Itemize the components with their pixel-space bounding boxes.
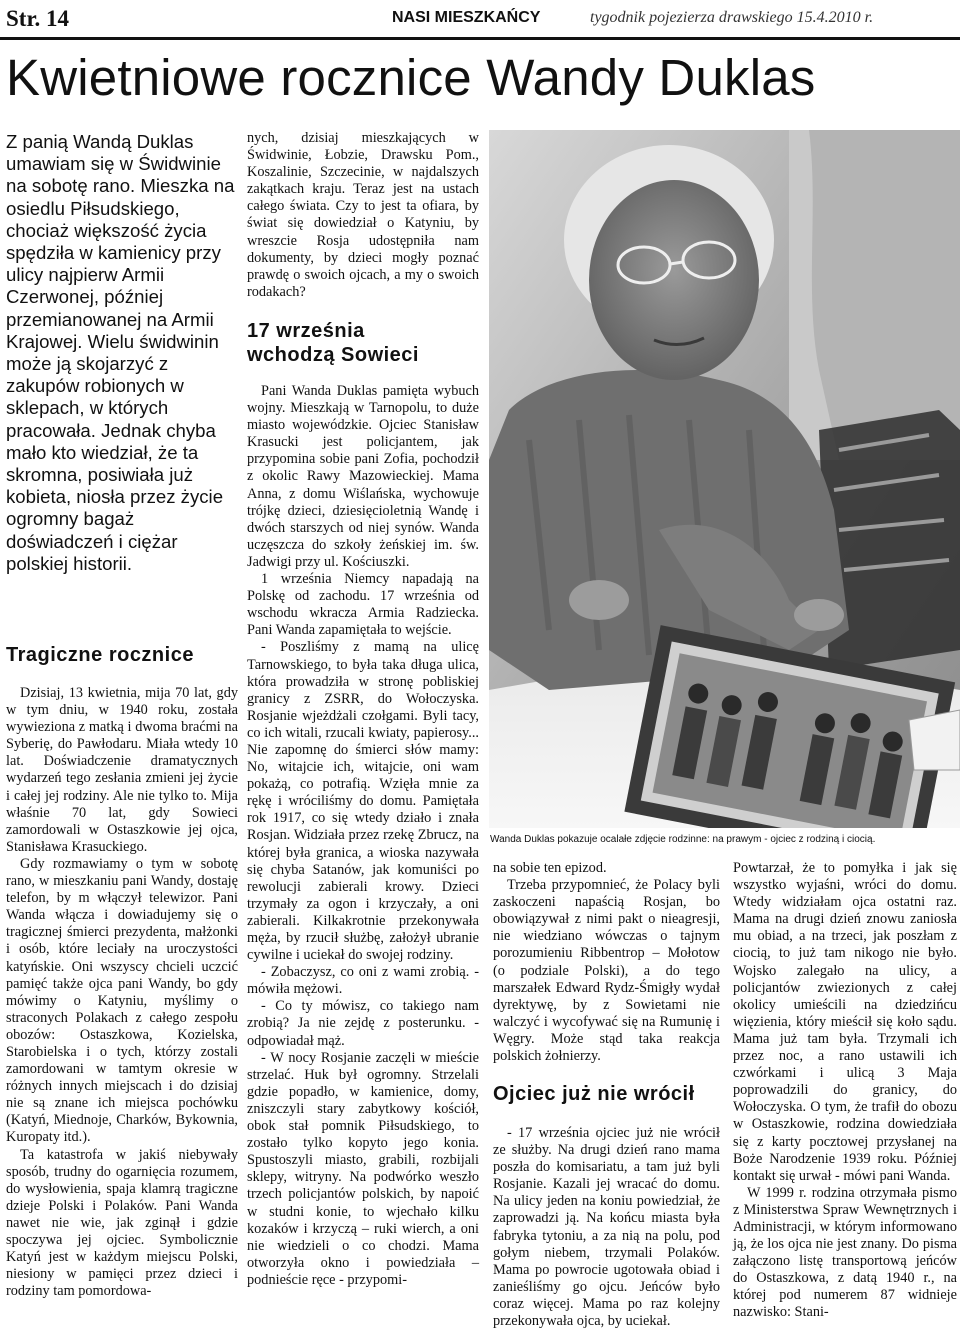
subheading-line: 17 września — [247, 320, 365, 342]
column-1-body — [6, 685, 238, 1300]
paragraph: W 1999 r. rodzina otrzymała pismo z Ministerstwa Spraw Wewnętrznych i Administracji, w którym informowano ją, że los ojca nie jest znany. Do pisma załączono listę transportową jeńców do Ostaszkowa, z datą 1940 r., na której pod numerem 87 widnieje nazwisko: Stani- — [733, 1184, 957, 1321]
subheading-line: wchodzą Sowieci — [247, 344, 419, 366]
lead-paragraph: Z panią Wandą Duklas umawiam się w Świdwinie na sobotę rano. Mieszka na osiedlu Piłsudskiego, chociaż większość życia spędziła w kamienicy przy ulicy najpierw Armii Czerwonej, później przemianowanej na Armii Krajowej. Wielu świdwinin może ją skojarzyć z zakupów robionych w sklepach, w których pracowała. Jednak chyba mało kto wiedział, że ta skromna, posiwiała już kobieta, niosła przez życie ogromny bagaż doświadczeń i ciężar polskiej historii. — [6, 131, 235, 574]
paragraph: - Zobaczysz, co oni z wami zrobią. - mówiła mężowi. — [247, 964, 479, 998]
page-number: Str. 14 — [6, 6, 70, 31]
paragraph: - 17 września ojciec już nie wrócił ze służby. Na drugi dzień rano mama poszła do komisariatu, a tam już byli Rosjanie. Kazali jej wracać do domu. Na ulicy jeden na koniu powiedział, że zaprowadzi ją. Na końcu miasta była fabryka tytoniu, a za nią na polu, pod gołym niebem, trzymali Polaków. Mama po powrocie ugotowała obiad i zanieśliśmy go ojcu. Jeńców było coraz więcej. Mama po raz kolejny przekonywała ojca, by uciekał. — [493, 1125, 720, 1330]
article-title: Kwietniowe rocznice Wandy Duklas — [6, 49, 816, 106]
paragraph: 1 września Niemcy napadają na Polskę od zachodu. 17 września od wschodu wkracza Armia Radziecka. Pani Wanda zapamiętała to wejście. — [247, 571, 479, 639]
paragraph: - Poszliśmy z mamą na ulicę Tarnowskiego, to była taka długa ulica, która prowadziła w stronę pobliskiej granicy z ZSRR, do Wołoczyska. Rosjanie wjeżdżali czołgami. Byli tacy, co ich witali, rzucali kwiaty, papierosy... Nie zapomnę do śmierci słów mamy: No, witajcie ich, witajcie, oni wam pokażą, co potrafią. Wzięła mnie za rękę i wróciliśmy do domu. Pamiętała rok 1917, co się wtedy działo i znała Rosjan. Widziała przez rzekę Zbrucz, na której była granica, a wioska nazywała się chyba Satanów, jak komuniści po rewolucji zabierali krowy. Dzieci trzymały za ogon i krzyczały, a oni zabierali. Kilkakrotnie przekonywała męża, by rzucił służbę, założył ubranie cywilne i uciekał do swojej rodziny. — [247, 639, 479, 964]
paragraph: Pani Wanda Duklas pamięta wybuch wojny. Mieszkają w Tarnopolu, to duże miasto wojewódzkie. Ojciec Stanisław Krasucki jest policjantem, jak przypomina sobie pani Zofia, pochodził z okolic Rawy Mazowieckiej. Mama Anna, z domu Wiślańska, wychowuje trójkę dzieci, dziesięcioletnią Wandę i dwóch starszych od niej synów. Wanda uczęszcza do szkoły żeńskiej im. św. Jadwigi przy ul. Kościuszki. — [247, 383, 479, 570]
header-rule — [0, 37, 960, 40]
paragraph: Dzisiaj, 13 kwietnia, mija 70 lat, gdy w tym dniu, w 1940 roku, została wywieziona z matką i dwoma braćmi na Syberię, do Pawłodaru. Miała wtedy 10 lat. Doświadczenie dramatycznych wydarzeń tego zesłania zmieni jej życie i całej jej rodziny. Ale nie tylko to. Mija właśnie 70 lat, gdy Sowieci zamordowali w Ostaszkowie jej ojca, Stanisława Krasuckiego. — [6, 685, 238, 855]
article-photo — [489, 130, 960, 828]
paragraph: Ta katastrofa w jakiś niebywały sposób, trudny do ogarnięcia rozumem, do wysłowienia, spaja klamrą tragiczne dzieje Polski i Polaków. Pani Wanda nawet nie wie, jak zginął i gdzie spoczywa jej ojciec. Symbolicznie Katyń jest w każdym miejscu Polski, niesiony w pamięci przez dzieci i rodziny tam pomordowa- — [6, 1146, 238, 1300]
paragraph: - Co ty mówisz, co takiego nam zrobią? Ja nie zejdę z posterunku. - odpowiadał mąż. — [247, 998, 479, 1049]
publication-name: tygodnik pojezierza drawskiego 15.4.2010 r. — [590, 9, 874, 26]
photo-illustration — [489, 130, 960, 828]
column-2-body — [247, 383, 479, 1289]
column-3-top — [493, 860, 720, 1065]
subheading-17-wrzesnia — [247, 319, 487, 367]
paragraph: nych, dzisiaj mieszkających w Świdwinie, Łobzie, Drawsku Pom., Koszalinie, Szczecinie, w najdalszych zakątkach kraju. Teraz jest na ustach całego świata. Czy to jest ta ofiara, by świat się dowiedział o Katyniu, by wreszcie Rosja udostępniła nam dokumenty, by dzieci mogły poznać prawdę o swoich ojcach, a my o swoich rodakach? — [247, 130, 479, 300]
column-3-body — [493, 1125, 720, 1330]
column-4-body — [733, 860, 957, 1322]
section-name: NASI MIESZKAŃCY — [392, 9, 541, 26]
subheading-tragiczne-rocznice: Tragiczne rocznice — [6, 644, 194, 666]
paragraph: - W nocy Rosjanie zaczęli w mieście strzelać. Huk był ogromny. Strzelali gdzie popadło, w kamienice, domy, zniszczyli stary zabytkowy kościół, obok stał pomnik Piłsudskiego, to zostało tylko kopyto jego konia. Spustoszyli miasto, grabili, rozbijali sklepy, witryny. Na podwórko weszło trzech policjantów polskich, by napoić w studni konie, to wjechało kilku kozaków i krzyczą – ruki wierch, a oni nie wiedzieli o co chodzi. Mama otworzyła okno i powiedziała – podnieście ręce - przypomi- — [247, 1049, 479, 1288]
paragraph: na sobie ten epizod. — [493, 860, 607, 876]
paragraph: Trzeba przypomnieć, że Polacy byli zaskoczeni napaścią Rosjan, bo obowiązywał z nimi pakt o nieagresji, nie wiedziano wówczas o tajnym porozumieniu Ribbentrop – Mołotow (o podziale Polski), a do tego marszałek Edward Rydz-Śmigły wydał dyrektywę, by z Sowietami nie walczyć i wycofywać się na Rumunię i Węgry. Może stąd taka reakcja polskich żołnierzy. — [493, 877, 720, 1065]
page-header — [0, 0, 960, 40]
photo-caption: Wanda Duklas pokazuje ocalałe zdjęcie rodzinne: na prawym - ojciec z rodziną i ciocią. — [490, 834, 876, 845]
subheading-ojciec-juz-nie-wrocil: Ojciec już nie wrócił — [493, 1083, 695, 1105]
column-2-top — [247, 130, 479, 301]
paragraph: Powtarzał, że to pomyłka i jak się wszystko wyjaśni, wróci do domu. Wtedy widziałam ojca ostatni raz. Mama na drugi dzień znowu zaniosła mu obiad, a na trzeci, jak poszłam z ciocią, to już tam nikogo nie było. Wojsko zalegało na ulicy, a policjantów zwiezionych z całej okolicy umieścili na dziedzińcu więzienia, który mieścił się koło sądu. Mama już tam była. Trzymali ich przez noc, a rano ustawili ich czwórkami i ulicą 3 Maja poprowadzili do granicy, do Wołoczyska. O tym, że trafił do obozu w Ostaszkowie, rodzina dowiedziała się z karty pocztowej przysłanej na Boże Narodzenie 1939 roku. Później kontakt się urwał - mówi pani Wanda. — [733, 860, 957, 1184]
paragraph: Gdy rozmawiamy o tym w sobotę rano, w mieszkaniu pani Wandy, dostaję telefon, by m włączył telewizor. Pani Wanda włącza i dowiadujemy się o tragicznej śmierci prezydenta, małżonki i osób, które leciały na uroczystości katyńskie. Oni wszyscy chcieli uczcić pamięć także ojca pani Wandy, bo gdy mówimy o Katyniu, myślimy o straconych Polakach z całego zespołu obozów: Ostaszkowa, Kozielska, Starobielska i o tych, którzy zostali zamordowani w tamtym okresie w różnych innych miejscach i do dzisiaj nie są znane ich miejsca pochówku (Katyń, Miednoje, Charków, Bykownia, Kuropaty itd.). — [6, 855, 238, 1146]
